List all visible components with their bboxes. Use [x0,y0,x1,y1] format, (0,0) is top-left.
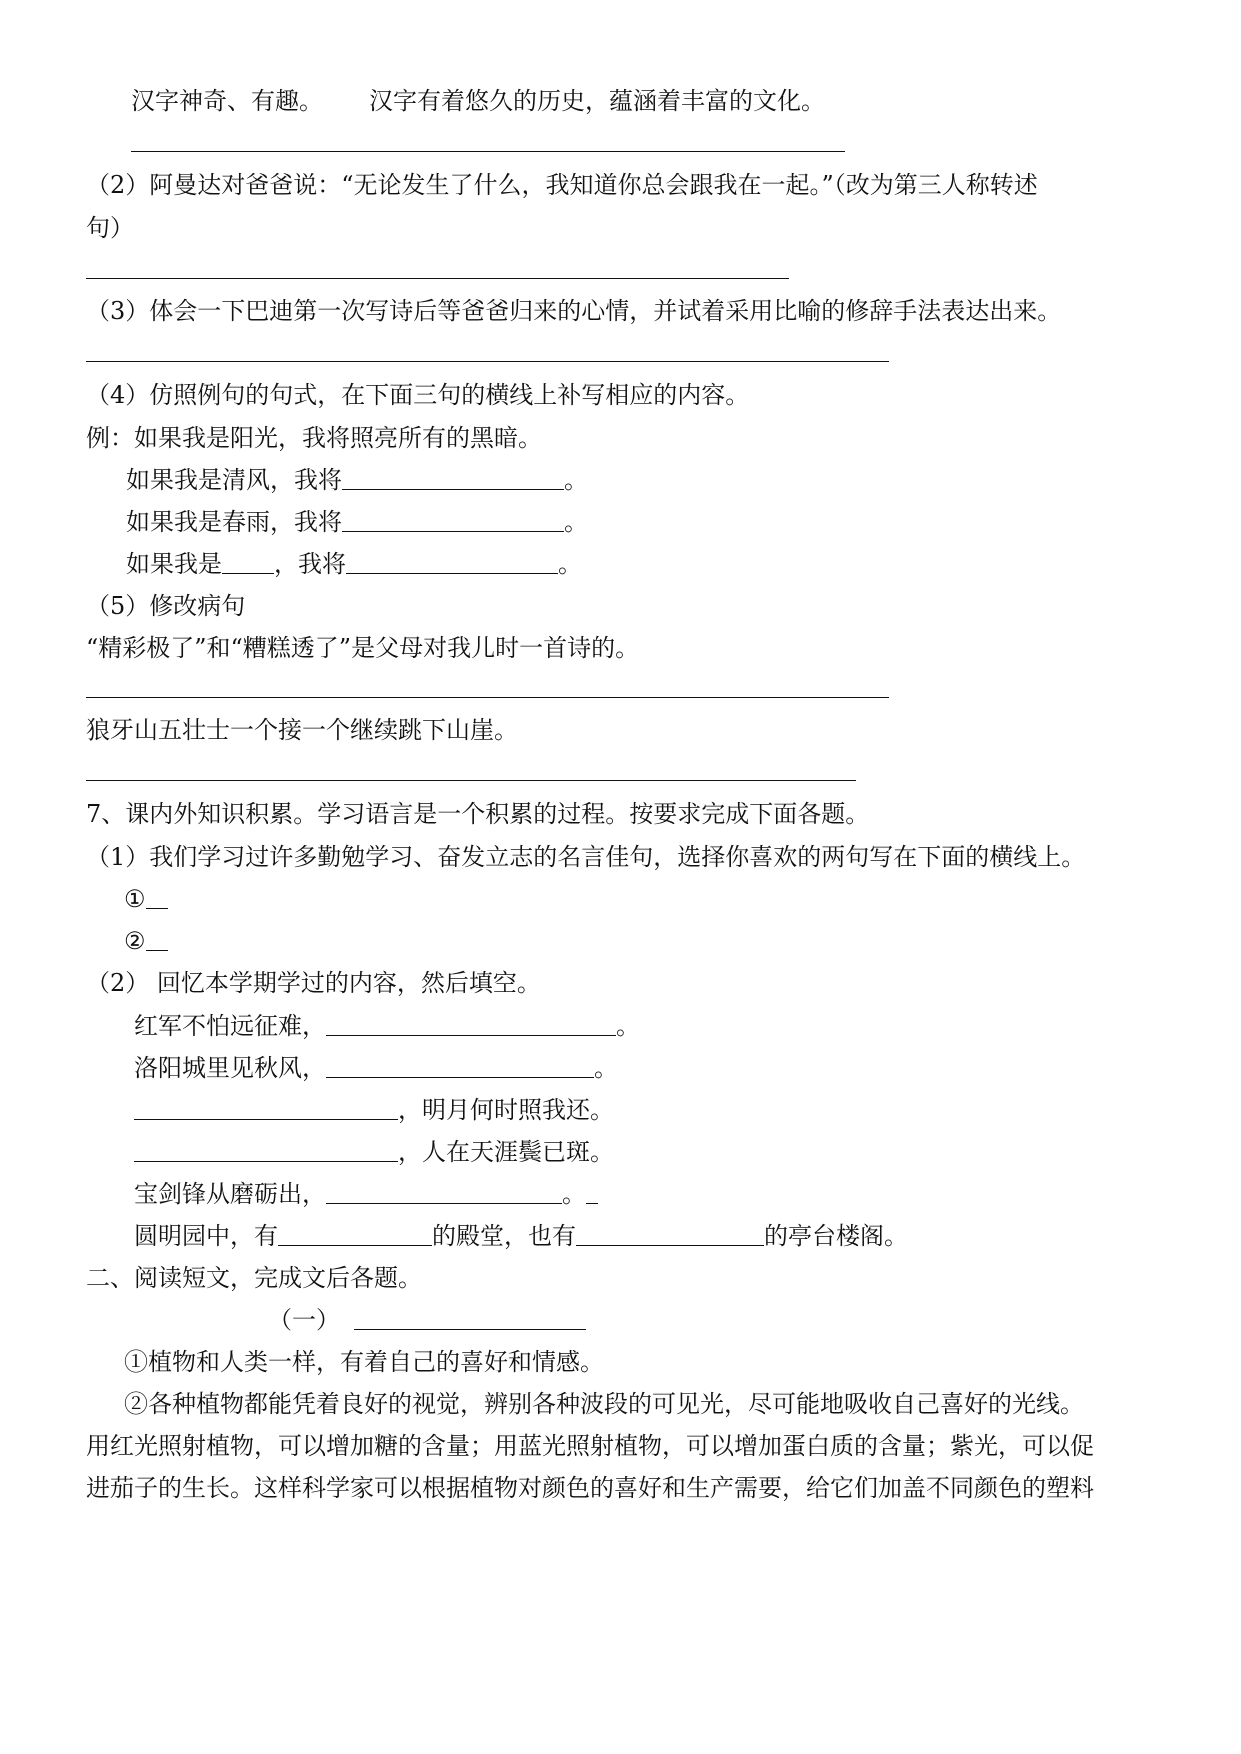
poem-blank-2[interactable] [326,1055,594,1078]
q4-example: 例：如果我是阳光，我将照亮所有的黑暗。 [86,424,542,452]
poem-line-3: ，明月何时照我还。 [134,1095,614,1125]
passage-title-blank[interactable] [354,1307,586,1330]
q4-blank-1[interactable] [342,467,564,490]
q5-sentence-2: 狼牙山五壮士一个接一个继续跳下山崖。 [86,716,518,744]
paragraph-1: ①植物和人类一样，有着自己的喜好和情感。 [124,1348,604,1376]
poem-line-1: 红军不怕远征难， 。 [134,1012,640,1040]
q4-item-1: 如果我是清风，我将 。 [126,466,588,494]
q3-answer-line[interactable] [86,361,889,362]
q7-sub1: （1）我们学习过许多勤勉学习、奋发立志的名言佳句，选择你喜欢的两句写在下面的横线上。 [86,843,1086,871]
poem-line-5: 宝剑锋从磨砺出， 。 [134,1179,598,1209]
q4-item-2: 如果我是春雨，我将 。 [126,508,588,536]
q4-blank-2[interactable] [342,509,564,532]
poem-blank-1[interactable] [326,1013,616,1036]
q5-answer-line-1[interactable] [86,697,889,698]
q7-title: 7、课内外知识积累。学习语言是一个积累的过程。按要求完成下面各题。 [86,800,870,828]
poem-blank-6b[interactable] [576,1223,764,1246]
q5-title: （5）修改病句 [86,592,246,620]
q3-prompt: （3）体会一下巴迪第一次写诗后等爸爸归来的心情，并试着采用比喻的修辞手法表达出来。 [86,297,1062,325]
q7-quote-2: ② [124,926,168,956]
poem-blank-4[interactable] [134,1139,398,1162]
poem-line-4: ，人在天涯鬓已斑。 [134,1137,614,1167]
q4-item-3: 如果我是 ，我将 。 [126,550,582,578]
passage-number: （一） [268,1306,340,1334]
paragraph-2-line-2: 用红光照射植物，可以增加糖的含量；用蓝光照射植物，可以增加蛋白质的含量；紫光，可以促 [86,1432,1094,1460]
q5-answer-line-2[interactable] [86,780,856,781]
q4-title: （4）仿照例句的句式，在下面三句的横线上补写相应的内容。 [86,381,750,409]
q7-quote-blank-2[interactable] [146,928,168,951]
poem-line-6: 圆明园中，有 的殿堂，也有 的亭台楼阁。 [134,1222,908,1250]
poem-blank-5[interactable] [326,1181,562,1204]
q1-sentence-b: 汉字有着悠久的历史，蕴涵着丰富的文化。 [369,87,825,115]
q1-answer-line[interactable] [131,151,845,152]
q7-quote-blank-1[interactable] [146,886,168,909]
poem-blank-6a[interactable] [278,1223,432,1246]
reading-section-title: 二、阅读短文，完成文后各题。 [86,1264,422,1292]
poem-blank-3[interactable] [134,1097,398,1120]
q7-sub2: （2） 回忆本学期学过的内容，然后填空。 [86,969,541,997]
q2-answer-line[interactable] [86,278,789,279]
q4-blank-3b[interactable] [346,551,558,574]
q2-prompt-line1: （2）阿曼达对爸爸说：“无论发生了什么，我知道你总会跟我在一起。”（改为第三人称转述 [86,171,1038,199]
q5-sentence-1: “精彩极了”和“糟糕透了”是父母对我儿时一首诗的。 [86,634,640,662]
paragraph-2-line-3: 进茄子的生长。这样科学家可以根据植物对颜色的喜好和生产需要，给它们加盖不同颜色的塑料 [86,1474,1094,1502]
q1-line [131,86,825,116]
q2-prompt-line2: 句） [86,214,134,242]
q1-sentence-a: 汉字神奇、有趣。 [131,87,323,115]
q7-quote-1: ① [124,884,168,914]
paragraph-2-line-1: ②各种植物都能凭着良好的视觉，辨别各种波段的可见光，尽可能地吸收自己喜好的光线。 [124,1390,1084,1418]
q4-blank-3a[interactable] [222,551,274,574]
passage-heading [268,1305,586,1335]
poem-line-2: 洛阳城里见秋风， 。 [134,1054,618,1082]
